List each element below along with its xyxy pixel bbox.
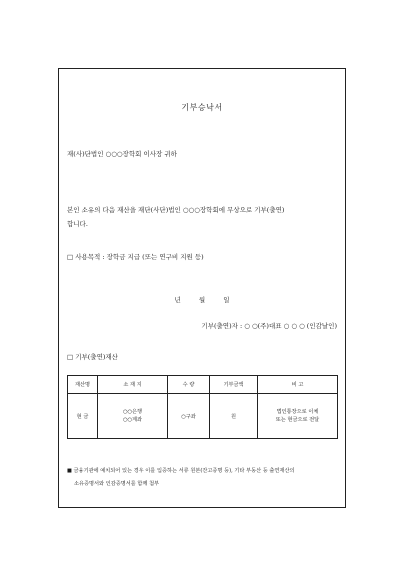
attachment-note-line-2: 소유증명서와 인감증명서를 함께 첨부 bbox=[74, 481, 160, 487]
header-location: 소 재 지 bbox=[98, 376, 168, 394]
date-line: 년 월 일 bbox=[174, 296, 230, 304]
remarks-line-2: 또는 현금으로 전달 bbox=[275, 417, 320, 423]
header-property-name: 재산명 bbox=[68, 376, 98, 394]
location-line-2: ○○계좌 bbox=[122, 417, 143, 423]
donor-signature-line: 기부(출연)자 : ○ ○(주)대표 ○ ○ ○ (인감날인) bbox=[201, 322, 337, 330]
cell-property-name: 현 금 bbox=[68, 394, 98, 439]
header-remarks: 비 고 bbox=[258, 376, 338, 394]
addressee-line: 재(사)단법인 ○○○장학회 이사장 귀하 bbox=[67, 150, 177, 158]
body-text-line-2: 합니다. bbox=[67, 220, 88, 228]
header-quantity: 수 량 bbox=[168, 376, 210, 394]
property-section-title: □ 기부(출연)재산 bbox=[67, 353, 118, 361]
cell-donation-amount: 원 bbox=[210, 394, 258, 439]
donated-property-table bbox=[67, 375, 338, 439]
table-row bbox=[68, 394, 338, 439]
cell-location bbox=[98, 394, 168, 439]
document-page bbox=[58, 68, 346, 508]
table-header-row bbox=[68, 376, 338, 394]
cell-quantity: ○구좌 bbox=[168, 394, 210, 439]
document-title: 기부승낙서 bbox=[181, 103, 223, 112]
purpose-line: □ 사용목적 : 장학금 지급 (또는 연구비 지원 등) bbox=[67, 253, 204, 261]
header-donation-amount: 기부금액 bbox=[210, 376, 258, 394]
location-line-1: ○○은행 bbox=[122, 409, 143, 415]
body-text-line-1: 본인 소유의 다음 재산을 재단(사단)법인 ○○○장학회에 무상으로 기부(출연) bbox=[67, 206, 285, 214]
attachment-note-line-1: ■ 금융기관에 예치되어 있는 경우 이를 입증하는 서류 원본(잔고증명 등), 기타 부동산 등 출연재산의 bbox=[67, 468, 295, 474]
cell-remarks bbox=[258, 394, 338, 439]
remarks-line-1: 법인통장으로 이체 bbox=[276, 409, 319, 415]
